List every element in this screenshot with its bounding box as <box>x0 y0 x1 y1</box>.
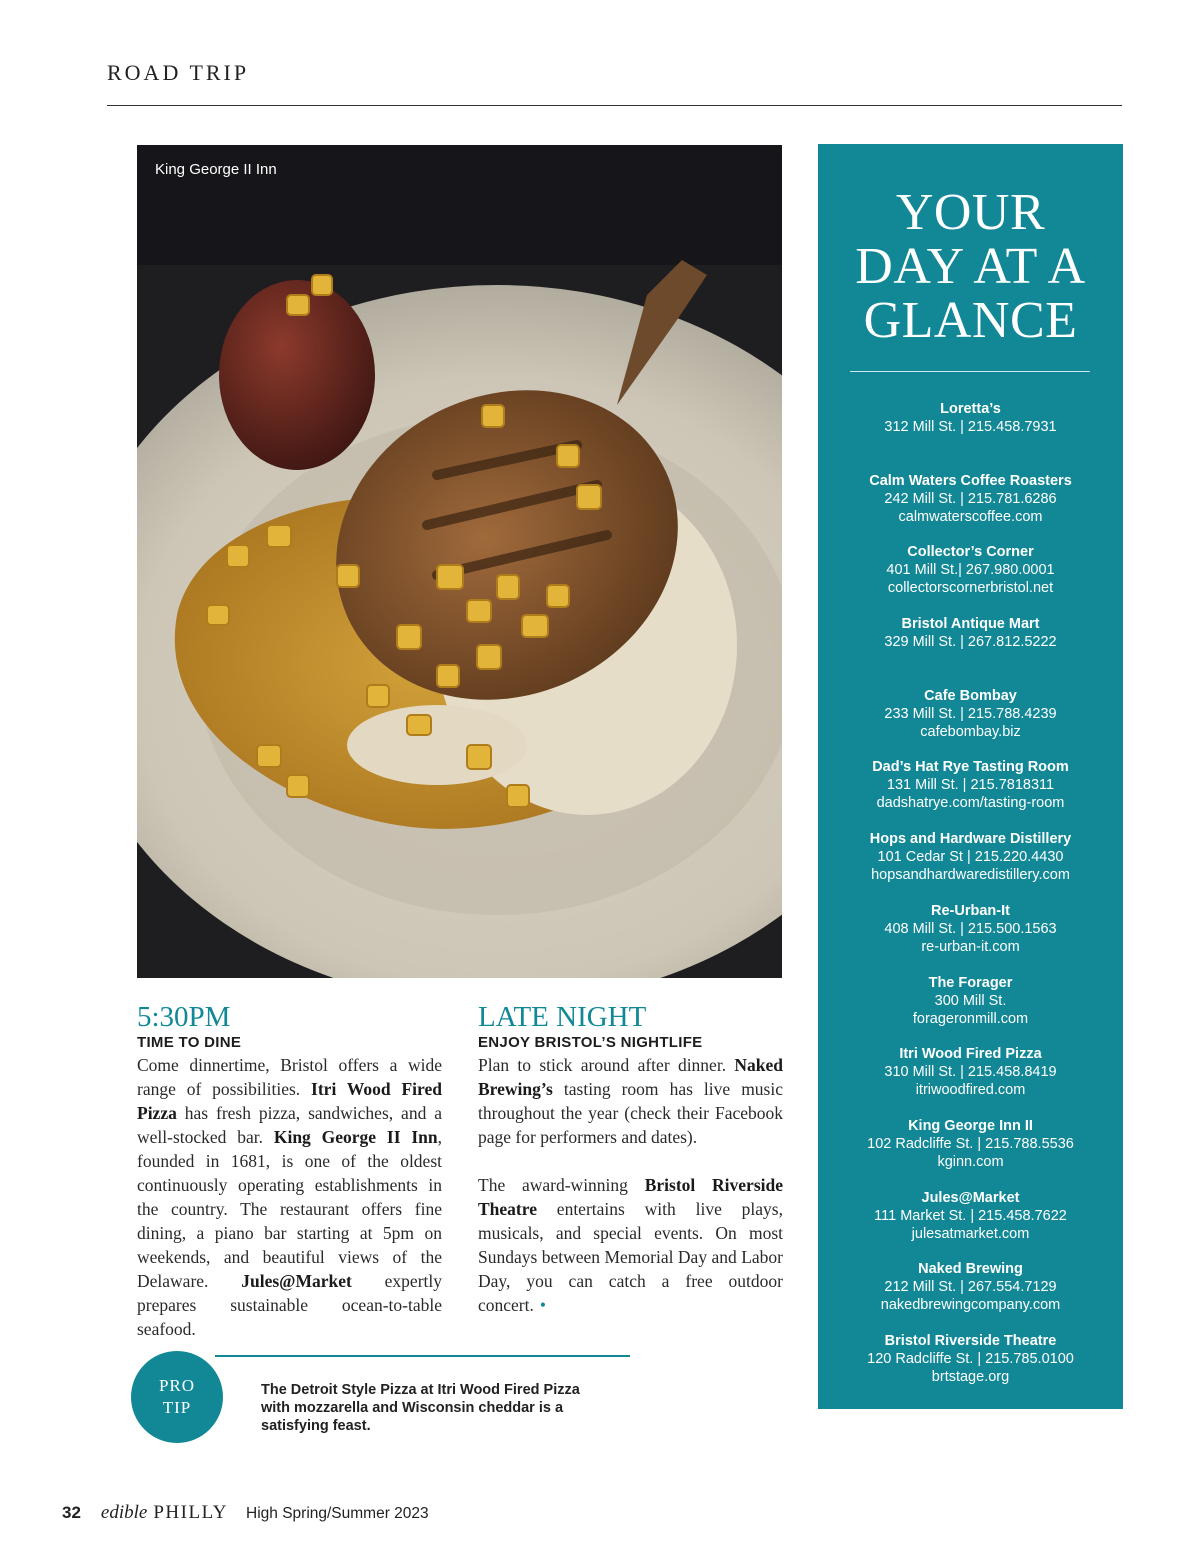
entry-website[interactable]: kginn.com <box>937 1153 1004 1170</box>
listing-entry <box>818 830 1123 884</box>
day-at-a-glance-sidebar <box>818 144 1123 1409</box>
entry-address: 131 Mill St. | 215.7818311 <box>886 777 1055 794</box>
pork-chop-illustration <box>137 145 782 978</box>
night-paragraph-2: The award-winning Bristol Riverside Theatre entertains with live plays, musicals, and special events. On most Sundays between Memorial Day and Labor Day, you can catch a free outdoor concert. • <box>478 1175 783 1315</box>
entry-website[interactable]: itriwoodfired.com <box>915 1082 1026 1099</box>
business-listing <box>818 400 1123 1404</box>
entry-website[interactable]: cafebombay.biz <box>920 723 1021 740</box>
nightlife-column <box>478 1000 783 1317</box>
listing-entry <box>818 1045 1123 1099</box>
entry-name: Itri Wood Fired Pizza <box>899 1046 1042 1063</box>
entry-name: The Forager <box>928 974 1013 991</box>
entry-address: 111 Market St. | 215.458.7622 <box>874 1207 1067 1224</box>
page-number: 32 <box>62 1503 81 1522</box>
issue-label: High Spring/Summer 2023 <box>246 1505 429 1522</box>
entry-name: Jules@Market <box>921 1189 1020 1206</box>
entry-name: Bristol Antique Mart <box>901 616 1040 633</box>
naked-brewing-name: Naked Brewing’s <box>478 1055 783 1099</box>
section-header: ROAD TRIP <box>107 60 250 85</box>
listing-entry <box>818 543 1123 597</box>
theatre-name: Bristol Riverside Theatre <box>478 1175 783 1219</box>
dinner-subhead: TIME TO DINE <box>137 1034 242 1051</box>
entry-website[interactable]: forageronmill.com <box>912 1010 1029 1027</box>
entry-website[interactable]: calmwaterscoffee.com <box>898 508 1043 525</box>
entry-address: 242 Mill St. | 215.781.6286 <box>884 490 1057 507</box>
entry-name: Loretta’s <box>940 401 1001 417</box>
entry-name: Re-Urban-It <box>931 902 1010 919</box>
entry-address: 233 Mill St. | 215.788.4239 <box>884 705 1057 722</box>
entry-name: Hops and Hardware Distillery <box>869 831 1072 848</box>
listing-entry <box>818 974 1123 1028</box>
entry-website[interactable]: collectorscornerbristol.net <box>887 580 1054 597</box>
entry-address: 212 Mill St. | 267.554.7129 <box>884 1279 1057 1296</box>
entry-address: 408 Mill St. | 215.500.1563 <box>884 920 1057 937</box>
entry-address: 300 Mill St. <box>934 992 1007 1009</box>
entry-name: Calm Waters Coffee Roasters <box>869 472 1072 489</box>
entry-website[interactable]: nakedbrewingcompany.com <box>880 1297 1061 1314</box>
entry-name: King George Inn II <box>908 1117 1033 1134</box>
entry-address: 120 Radcliffe St. | 215.785.0100 <box>867 1350 1074 1367</box>
entry-name: Dad’s Hat Rye Tasting Room <box>872 759 1069 776</box>
pro-tip-text: The Detroit Style Pizza at Itri Wood Fired Pizza with mozzarella and Wisconsin cheddar is a satisfying feast. <box>261 1382 580 1434</box>
entry-address: 329 Mill St. | 267.812.5222 <box>884 634 1057 651</box>
entry-address: 102 Radcliffe St. | 215.788.5536 <box>867 1135 1074 1152</box>
entry-website[interactable]: dadshatrye.com/tasting-room <box>876 795 1065 812</box>
listing-entry <box>818 1117 1123 1171</box>
sidebar-divider <box>850 371 1090 372</box>
listing-entry <box>818 472 1123 526</box>
listing-entry <box>818 1332 1123 1386</box>
night-subhead: ENJOY BRISTOL’S NIGHTLIFE <box>478 1034 703 1051</box>
page-footer <box>62 1502 429 1524</box>
sidebar-title: YOUR DAY AT A GLANCE <box>855 184 1086 349</box>
entry-website[interactable]: re-urban-it.com <box>921 938 1020 955</box>
listing-entry <box>818 1189 1123 1243</box>
entry-name: Bristol Riverside Theatre <box>884 1332 1057 1349</box>
magazine-name-italic: edible <box>100 1502 148 1523</box>
entry-website[interactable]: hopsandhardwaredistillery.com <box>871 867 1070 884</box>
entry-address: 312 Mill St. | 215.458.7931 <box>884 419 1057 435</box>
photo-caption: King George II Inn <box>155 161 277 178</box>
entry-address: 401 Mill St.| 267.980.0001 <box>886 562 1055 579</box>
entry-address: 310 Mill St. | 215.458.8419 <box>884 1064 1057 1081</box>
night-paragraph-1: Plan to stick around after dinner. Naked Brewing’s tasting room has live music throughout the year (check their Facebook page for performers and dates). <box>478 1055 783 1147</box>
listing-entry <box>818 1260 1123 1314</box>
itri-name: Itri Wood Fired Pizza <box>137 1079 442 1123</box>
pro-tip-badge: PRO TIP <box>131 1351 223 1443</box>
jules-name: Jules@Market <box>241 1271 352 1291</box>
listing-entry <box>818 758 1123 812</box>
listing-entry <box>818 902 1123 956</box>
dinner-paragraph: Come dinnertime, Bristol offers a wide range of possibilities. Itri Wood Fired Pizza has fresh pizza, sandwiches, and a well-stocked bar. King George II Inn, founded in 1681, is one of the oldest continuously operating establishments in the country. The restaurant offers fine dining, a piano bar starting at 5pm on weekends, and beautiful views of the Delaware. Jules@Market expertly prepares sustainable ocean-to-table seafood. <box>137 1055 442 1339</box>
listing-entry <box>818 687 1123 741</box>
header-divider <box>107 105 1122 106</box>
entry-address: 101 Cedar St | 215.220.4430 <box>877 849 1064 866</box>
entry-name: Cafe Bombay <box>924 687 1017 704</box>
listing-entry <box>818 400 1123 454</box>
entry-website[interactable]: julesatmarket.com <box>911 1225 1030 1242</box>
food-photo <box>137 145 782 978</box>
entry-name: Collector’s Corner <box>907 544 1034 561</box>
end-mark: • <box>539 1295 547 1315</box>
magazine-name-caps: PHILLY <box>153 1502 229 1523</box>
tip-divider <box>215 1355 630 1357</box>
king-george-name: King George II Inn <box>273 1127 438 1147</box>
entry-name: Naked Brewing <box>918 1261 1023 1278</box>
dinner-column <box>137 1000 442 1341</box>
night-heading: LATE NIGHT <box>478 1001 647 1033</box>
listing-entry <box>818 615 1123 669</box>
entry-website[interactable]: brtstage.org <box>931 1368 1010 1385</box>
dinner-time-heading: 5:30PM <box>137 1001 231 1033</box>
